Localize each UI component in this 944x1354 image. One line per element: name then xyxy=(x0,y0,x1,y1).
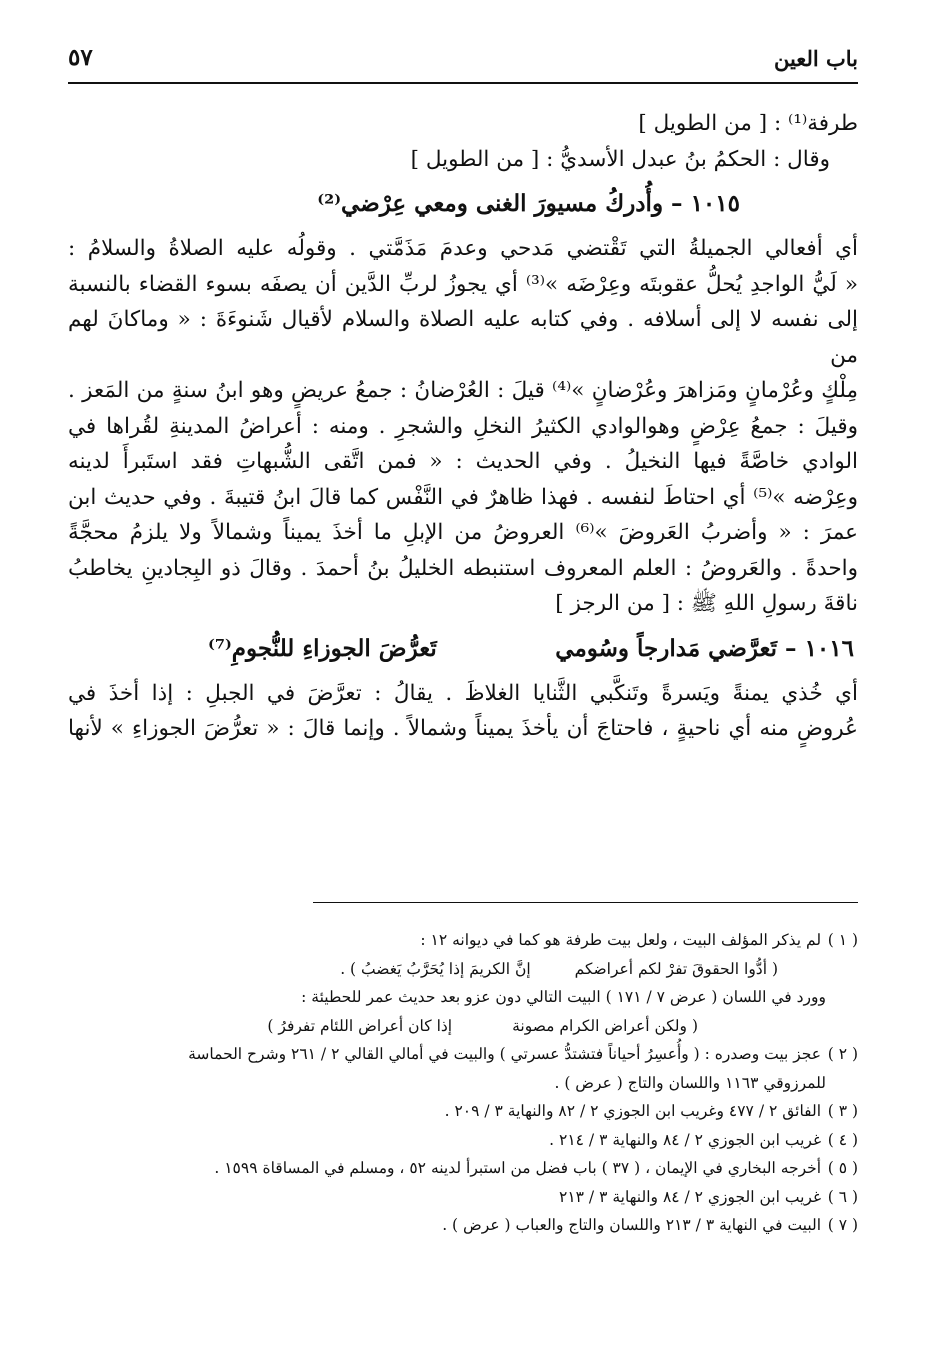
footnote-text: لم يذكر المؤلف البيت ، ولعل بيت طرفة هو كما في ديوانه ١٢ : xyxy=(420,931,822,949)
footnote-text: عجز بيت وصدره : ( وأُعسِرُ أحياناً فتشتدُّ عسرتي ) والبيت في أمالي القالي ٢ / ٢٦١ وشرح الحماسة xyxy=(188,1045,822,1063)
footnote-5 xyxy=(68,1154,858,1183)
footnote-7 xyxy=(68,1211,858,1240)
footnote-6 xyxy=(68,1183,858,1212)
text-line: الوادي خاصَّةً فيها النخيلُ . وفي الحديث : « فمن اتَّقى الشُّبهاتِ فقد استَبرأَ لدينه xyxy=(68,449,858,474)
footnotes xyxy=(68,926,858,1240)
page-header xyxy=(68,40,858,88)
footnote-number: ( ٦ ) xyxy=(827,1187,858,1206)
footnote-number: ( ٢ ) xyxy=(827,1045,858,1063)
footnote-verse xyxy=(68,1012,858,1041)
verse-second-hemistich: تَعرُّضَ الجوزاءِ للنُّجومِ⁽⁷⁾ xyxy=(208,634,437,662)
main-text xyxy=(68,106,858,747)
text-line: وقال : الحكمُ بنُ عبدل الأسديُّ : [ من الطويل ] xyxy=(410,146,830,172)
footnote-1 xyxy=(68,926,858,955)
book-page xyxy=(68,28,858,1338)
footnote-number: ( ٤ ) xyxy=(827,1130,858,1149)
footnote-text: أخرجه البخاري في الإيمان ، ( ٣٧ ) باب فضل من استبرأ لدينه ٥٢ ، ومسلم في المساقاة ١٥٩٩ . xyxy=(214,1159,822,1177)
footnote-3 xyxy=(68,1097,858,1126)
text-line: طرفة⁽¹⁾ : [ من الطويل ] xyxy=(638,111,858,136)
footnote-hemistich: ( ولكن أعراض الكرام مصونة xyxy=(512,1016,698,1035)
text-line: واحدةً . والعَروضُ : العلم المعروف استنبطه الخليلُ بنُ أحمدَ . وقالَ ذو البِجادينِ يخاطبُ xyxy=(68,555,858,581)
footnote-text: وورد في اللسان ( عرض ٧ / ١٧١ ) البيت التالي دون عزو بعد حديث عمر للحطيئة : xyxy=(301,988,826,1006)
text-line: مِلْكٍ وعُرْمانٍ ومَزاهرَ وعُرْضانٍ »⁽⁴⁾ قيلَ : العُرْضانُ : جمعُ عريضٍ وهو ابنُ سنةٍ من المَعز . xyxy=(68,378,858,403)
page-number: ٥٧ xyxy=(68,44,93,71)
footnote-number: ( ٧ ) xyxy=(827,1216,858,1234)
footnote-text: غريب ابن الجوزي ٢ / ٨٤ والنهاية ٣ / ٢١٣ xyxy=(559,1187,822,1206)
header-rule xyxy=(68,82,858,84)
text-line: عمرَ : « وأضربُ العَروضَ »⁽⁶⁾ العروضُ من الإبلِ ما أخذَ يميناً وشمالاً ولا يلزمُ محجَّةً xyxy=(68,520,859,545)
text-line: إلى نفسه لا إلى أسلافه . وفي كتابه عليه الصلاة والسلام لأقيال شَنوءَةَ : « وماكانَ لهم من xyxy=(68,307,858,368)
text-line: « لَيُّ الواجدِ يُحلُّ عقوبتَه وعِرْضَه »⁽³⁾ أي يجوزُ لربِّ الدَّين أن يصفَه بسوء القضاء بالنسبة xyxy=(68,271,859,297)
footnote-text: البيت في النهاية ٣ / ٢١٣ واللسان والتاج والعباب ( عرض ) . xyxy=(442,1216,822,1234)
text-line: ناقةَ رسولِ اللهِ ﷺ : [ من الرجز ] xyxy=(555,591,858,616)
text-line: عُروضٍ منه أي ناحيةٍ ، فاحتاجَ أن يأخذَ يميناً وشمالاً . وإنما قالَ : « تعرُّضَ الجوزاءِ » لأنها xyxy=(68,716,858,741)
footnote-hemistich: ( أدُّوا الحقوقَ تفرْ لكم أعراضكم xyxy=(574,959,778,978)
footnote-2 xyxy=(68,1040,858,1069)
footnote-number: ( ٥ ) xyxy=(827,1159,858,1177)
footnote-text: للمرزوقي ١١٦٣ واللسان والتاج ( عرض ) . xyxy=(554,1073,826,1092)
verse-first-hemistich: ١٠١٦ – تَعرَّضي مَدارجاً وسُومي xyxy=(555,634,854,662)
footnote-number: ( ٣ ) xyxy=(827,1102,858,1120)
text-line: أي أفعالي الجميلةُ التي تَقْتضي مَدحي وعدمَ مَذَمَّتي . وقولُه عليه الصلاةُ والسلامُ : xyxy=(68,236,858,261)
text-line: وقيلَ : جمعُ عِرْضٍ وهوالوادي الكثيرُ النخلِ والشجرِ . ومنه : أعراضُ المدينةِ لقُراها في xyxy=(68,413,858,439)
text-line: أي خُذي يمنةً ويَسرةً وتَنكَّبي الثَّنايا الغلاظَ . يقالُ : تعرَّضَ في الجبلِ : إذا أخذَ في xyxy=(68,680,858,706)
footnote-hemistich: إذا كان أعراض اللئام تفرفرُ ) xyxy=(267,1016,453,1035)
footnote-number: ( ١ ) xyxy=(827,931,858,949)
footnote-text: الفائق ٢ / ٤٧٧ وغريب ابن الجوزي ٢ / ٨٢ والنهاية ٣ / ٢٠٩ . xyxy=(444,1102,822,1120)
verse-1015: ١٠١٥ – وأُدركُ مسيورَ الغنى ومعي عِرْضي⁽²⁾ xyxy=(317,190,740,217)
footnote-hemistich: إنَّ الكريمَ إذا يُحَرَّبُ يَغضبُ ) . xyxy=(340,959,531,978)
footnote-rule xyxy=(313,902,858,903)
text-line: وعِرْضه »⁽⁵⁾ أي احتاطَ لنفسه . فهذا ظاهرٌ في النَّفْس كما قالَ ابنُ قتيبةَ . وفي حديث ابن xyxy=(68,484,858,510)
footnote-verse xyxy=(68,955,858,984)
footnote-4 xyxy=(68,1126,858,1155)
running-title: باب العين xyxy=(773,46,858,71)
footnote-text: غريب ابن الجوزي ٢ / ٨٤ والنهاية ٣ / ٢١٤ . xyxy=(549,1130,822,1149)
verse-1016 xyxy=(68,624,858,674)
